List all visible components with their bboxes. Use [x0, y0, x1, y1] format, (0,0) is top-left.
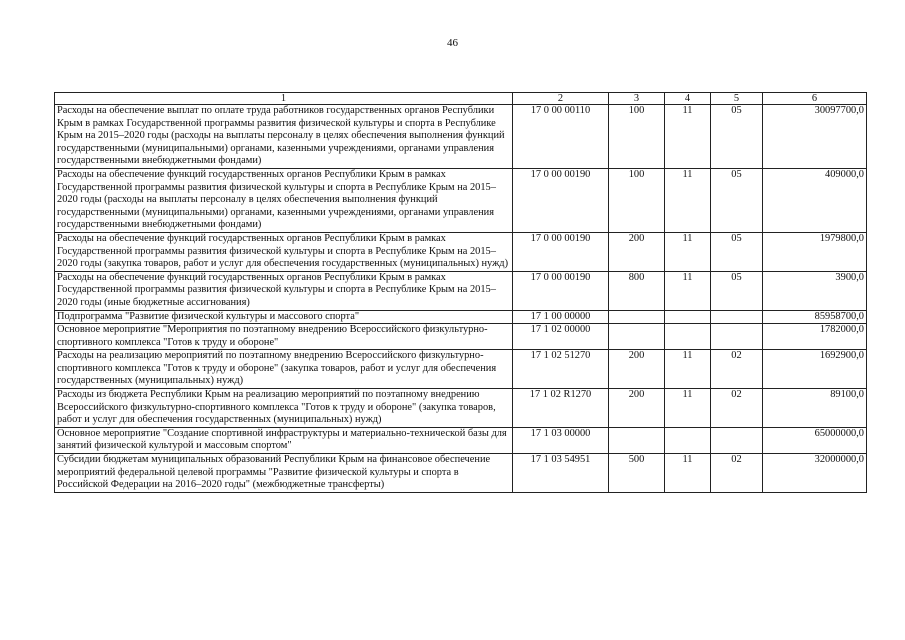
row-amount: 65000000,0 — [763, 427, 867, 453]
row-section: 11 — [665, 105, 711, 169]
row-expense-type: 500 — [609, 454, 665, 493]
row-description: Расходы на обеспечение функций государственных органов Республики Крым в рамках Государственной программы развития физической культуры и спорта в Республике Крым на 2015–2020 годы (закупка товаров, работ и услуг для обеспечения государственных (муниципальных) нужд) — [55, 232, 513, 271]
column-header: 1 — [55, 93, 513, 105]
row-expense-type — [609, 310, 665, 324]
row-expense-type — [609, 427, 665, 453]
row-amount: 1692900,0 — [763, 350, 867, 389]
row-code: 17 1 02 00000 — [513, 324, 609, 350]
row-amount: 30097700,0 — [763, 105, 867, 169]
row-code: 17 1 00 00000 — [513, 310, 609, 324]
row-subsection: 05 — [711, 168, 763, 232]
row-subsection: 02 — [711, 389, 763, 428]
row-amount: 1979800,0 — [763, 232, 867, 271]
row-code: 17 1 02 51270 — [513, 350, 609, 389]
row-section — [665, 324, 711, 350]
row-description: Основное мероприятие "Создание спортивной инфраструктуры и материально-технической базы для занятий физической культурой и массовым спортом" — [55, 427, 513, 453]
row-description: Расходы на обеспечение выплат по оплате труда работников государственных органов Республики Крым в рамках Государственной программы развития физической культуры и спорта в Республике Крым на 2015–2020 годы (расходы на выплаты персоналу в целях обеспечения выполнения функций государственными (муниципальными) органами, казенными учреждениями, органами управления государственными внебюджетными фондами) — [55, 105, 513, 169]
row-description: Расходы на обеспечение функций государственных органов Республики Крым в рамках Государственной программы развития физической культуры и спорта в Республике Крым на 2015–2020 годы (иные бюджетные ассигнования) — [55, 271, 513, 310]
row-subsection: 05 — [711, 105, 763, 169]
table-row — [55, 389, 867, 428]
row-section — [665, 310, 711, 324]
table-row — [55, 271, 867, 310]
column-header: 5 — [711, 93, 763, 105]
row-code: 17 1 03 54951 — [513, 454, 609, 493]
table-row — [55, 324, 867, 350]
row-description: Расходы из бюджета Республики Крым на реализацию мероприятий по поэтапному внедрению Всероссийского физкультурно-спортивного комплекса "Готов к труду и обороне" (закупка товаров, работ и услуг для обеспечения государственных (муниципальных) нужд) — [55, 389, 513, 428]
row-section: 11 — [665, 271, 711, 310]
row-description: Субсидии бюджетам муниципальных образований Республики Крым на финансовое обеспечение мероприятий федеральной целевой программы "Развитие физической культуры и спорта в Российской Федерации на 2016–2020 годы" (межбюджетные трансферты) — [55, 454, 513, 493]
row-expense-type: 200 — [609, 389, 665, 428]
row-description: Расходы на обеспечение функций государственных органов Республики Крым в рамках Государственной программы развития физической культуры и спорта в Республике Крым на 2015–2020 годы (расходы на выплаты персоналу в целях обеспечения выполнения функций государственными (муниципальными) органами, казенными учреждениями, органами управления государственными внебюджетными фондами) — [55, 168, 513, 232]
column-header: 6 — [763, 93, 867, 105]
row-section: 11 — [665, 454, 711, 493]
page-number: 46 — [447, 37, 458, 49]
row-code: 17 0 00 00190 — [513, 271, 609, 310]
row-code: 17 0 00 00110 — [513, 105, 609, 169]
column-header: 4 — [665, 93, 711, 105]
column-header: 3 — [609, 93, 665, 105]
row-code: 17 0 00 00190 — [513, 168, 609, 232]
row-amount: 1782000,0 — [763, 324, 867, 350]
row-section — [665, 427, 711, 453]
row-subsection: 05 — [711, 271, 763, 310]
budget-table — [54, 92, 867, 493]
row-expense-type: 100 — [609, 105, 665, 169]
column-header: 2 — [513, 93, 609, 105]
row-expense-type: 800 — [609, 271, 665, 310]
table-row — [55, 232, 867, 271]
row-expense-type — [609, 324, 665, 350]
table-row — [55, 454, 867, 493]
table-row — [55, 310, 867, 324]
table-row — [55, 427, 867, 453]
row-description: Расходы на реализацию мероприятий по поэтапному внедрению Всероссийского физкультурно-спортивного комплекса "Готов к труду и обороне" (закупка товаров, работ и услуг для обеспечения государственных (муниципальных) нужд) — [55, 350, 513, 389]
row-subsection: 02 — [711, 454, 763, 493]
row-subsection: 05 — [711, 232, 763, 271]
row-code: 17 1 03 00000 — [513, 427, 609, 453]
row-amount: 89100,0 — [763, 389, 867, 428]
header-row — [55, 93, 867, 105]
table-row — [55, 350, 867, 389]
row-description: Подпрограмма "Развитие физической культуры и массового спорта" — [55, 310, 513, 324]
row-expense-type: 200 — [609, 350, 665, 389]
row-subsection — [711, 310, 763, 324]
row-subsection — [711, 427, 763, 453]
table-row — [55, 168, 867, 232]
row-section: 11 — [665, 389, 711, 428]
row-section: 11 — [665, 350, 711, 389]
row-section: 11 — [665, 168, 711, 232]
row-section: 11 — [665, 232, 711, 271]
row-expense-type: 200 — [609, 232, 665, 271]
row-subsection — [711, 324, 763, 350]
row-code: 17 0 00 00190 — [513, 232, 609, 271]
row-amount: 32000000,0 — [763, 454, 867, 493]
row-amount: 409000,0 — [763, 168, 867, 232]
row-amount: 85958700,0 — [763, 310, 867, 324]
row-description: Основное мероприятие "Мероприятия по поэтапному внедрению Всероссийского физкультурно-спортивного комплекса "Готов к труду и обороне" — [55, 324, 513, 350]
table-row — [55, 105, 867, 169]
row-code: 17 1 02 R1270 — [513, 389, 609, 428]
row-expense-type: 100 — [609, 168, 665, 232]
row-amount: 3900,0 — [763, 271, 867, 310]
row-subsection: 02 — [711, 350, 763, 389]
